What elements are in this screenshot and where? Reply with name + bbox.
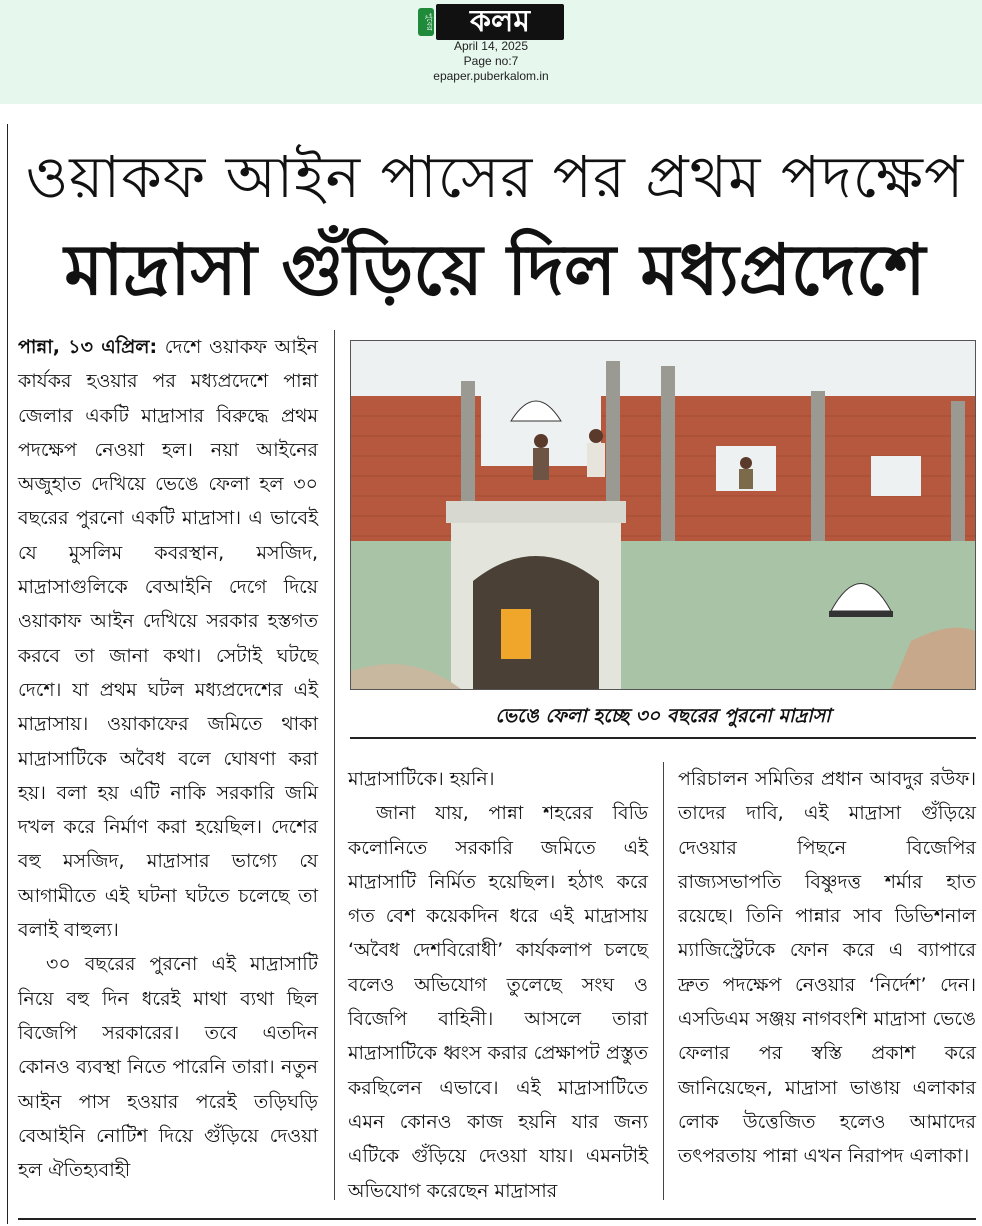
article-photo <box>350 340 976 690</box>
logo: কলম <box>436 4 564 40</box>
page-number: Page no:7 <box>463 54 519 68</box>
headline-main: মাদ্রাসা গুঁড়িয়ে দিল মধ্যপ্রদেশে <box>64 229 926 311</box>
paragraph-text: দেশে ওয়াকফ আইন কার্যকর হওয়ার পর মধ্যপ্রদেশে পান্না জেলার একটি মাদ্রাসার বিরুদ্ধে প্রথম পদক্ষেপ নেওয়া হল। নয়া আইনের অজুহাত দেখিয়ে ভেঙে ফেলা হল ৩০ বছরের পুরনো একটি মাদ্রাসা। এ ভাবেই যে মুসলিম কবরস্থান, মসজিদ, মাদ্রাসাগুলিকে বেআইনি দেগে দিয়ে ওয়াকাফ আইন দেখিয়ে সরকার হস্তগত করবে তা জানা কথা। সেটাই ঘটছে দেশে। যা প্রথম ঘটল মধ্যপ্রদেশের এই মাদ্রাসায়। ওয়াকাফের জমিতে থাকা মাদ্রাসাটিকে অবৈধ বলে ঘোষণা করা হয়। বলা হয় এটি নাকি সরকারি জমি দখল করে নির্মাণ করা হয়েছিল। দেশের বহু মসজিদ, মাদ্রাসার ভাগ্যে যে আগামীতে এই ঘটনা ঘটতে চলেছে তা বলাই বাহুল্য। <box>18 336 318 942</box>
column-divider <box>663 762 664 1200</box>
bottom-rule <box>18 1218 976 1220</box>
paragraph: পরিচালন সমিতির প্রধান আবদুর রউফ। তাদের দাবি, এই মাদ্রাসা গুঁড়িয়ে দেওয়ার পিছনে বিজেপির রাজ্যসভাপতি বিষ্ণুদত্ত শর্মার হাত রয়েছে। তিনি পান্নার সাব ডিভিশনাল ম্যাজিস্ট্রেটকে ফোন করে এ ব্যাপারে দ্রুত পদক্ষেপ নেওয়ার ‘নির্দেশ’ দেন। এসডিএম সঞ্জয় নাগবংশি মাদ্রাসা ভেঙে ফেলার পর স্বস্তি প্রকাশ করে জানিয়েছেন, মাদ্রাসা ভাঙায় এলাকার লোক উত্তেজিত হলেও আমাদের তৎপরতায় পান্না এখন নিরাপদ এলাকা। <box>678 768 976 1168</box>
caption-rule <box>350 737 976 739</box>
column-divider <box>334 330 335 1200</box>
photo-caption: ভেঙে ফেলা হচ্ছে ৩০ বছরের পুরনো মাদ্রাসা <box>495 705 831 727</box>
logo-prefix: পুবের <box>418 8 434 36</box>
paragraph: মাদ্রাসাটিকে। হয়নি। <box>348 768 495 790</box>
article-column-1 <box>18 330 318 1187</box>
article-column-3 <box>678 762 976 1174</box>
dateline: পান্না, ১৩ এপ্রিল: <box>18 336 158 358</box>
article-column-2 <box>348 762 648 1208</box>
headline-primary: ওয়াকফ আইন পাসের পর প্রথম পদক্ষেপ <box>25 143 965 211</box>
left-border-rule <box>7 124 8 1224</box>
epaper-url[interactable]: epaper.puberkalom.in <box>433 69 549 83</box>
issue-date: April 14, 2025 <box>453 39 529 53</box>
paragraph: ৩০ বছরের পুরনো এই মাদ্রাসাটি নিয়ে বহু দিন ধরেই মাথা ব্যথা ছিল বিজেপি সরকারের। তবে এতদিন কোনও ব্যবস্থা নিতে পারেনি তারা। নতুন আইন পাস হওয়ার পরেই তড়িঘড়ি বেআইনি নোটিশ দিয়ে গুঁড়িয়ে দেওয়া হল ঐতিহ্যবাহী <box>18 953 318 1182</box>
paragraph <box>18 330 318 947</box>
madrasa-demolition-image <box>351 341 975 689</box>
masthead <box>0 0 982 104</box>
paragraph: জানা যায়, পান্না শহরের বিডি কলোনিতে সরকারি জমিতে এই মাদ্রাসাটি নির্মিত হয়েছিল। হঠাৎ করে গত বেশ কয়েকদিন ধরে এই মাদ্রাসায় ‘অবৈধ দেশবিরোধী’ কার্যকলাপ চলছে বলেও অভিযোগ তুলেছে সংঘ ও বিজেপি বাহিনী। আসলে তারা মাদ্রাসাটিকে ধ্বংস করার প্রেক্ষাপট প্রস্তুত করছিলেন এভাবে। এই মাদ্রাসাটিতে এমন কোনও কাজ হয়নি যার জন্য এটিকে গুঁড়িয়ে দেওয়া যায়। এমনটাই অভিযোগ করেছেন মাদ্রাসার <box>348 802 648 1202</box>
